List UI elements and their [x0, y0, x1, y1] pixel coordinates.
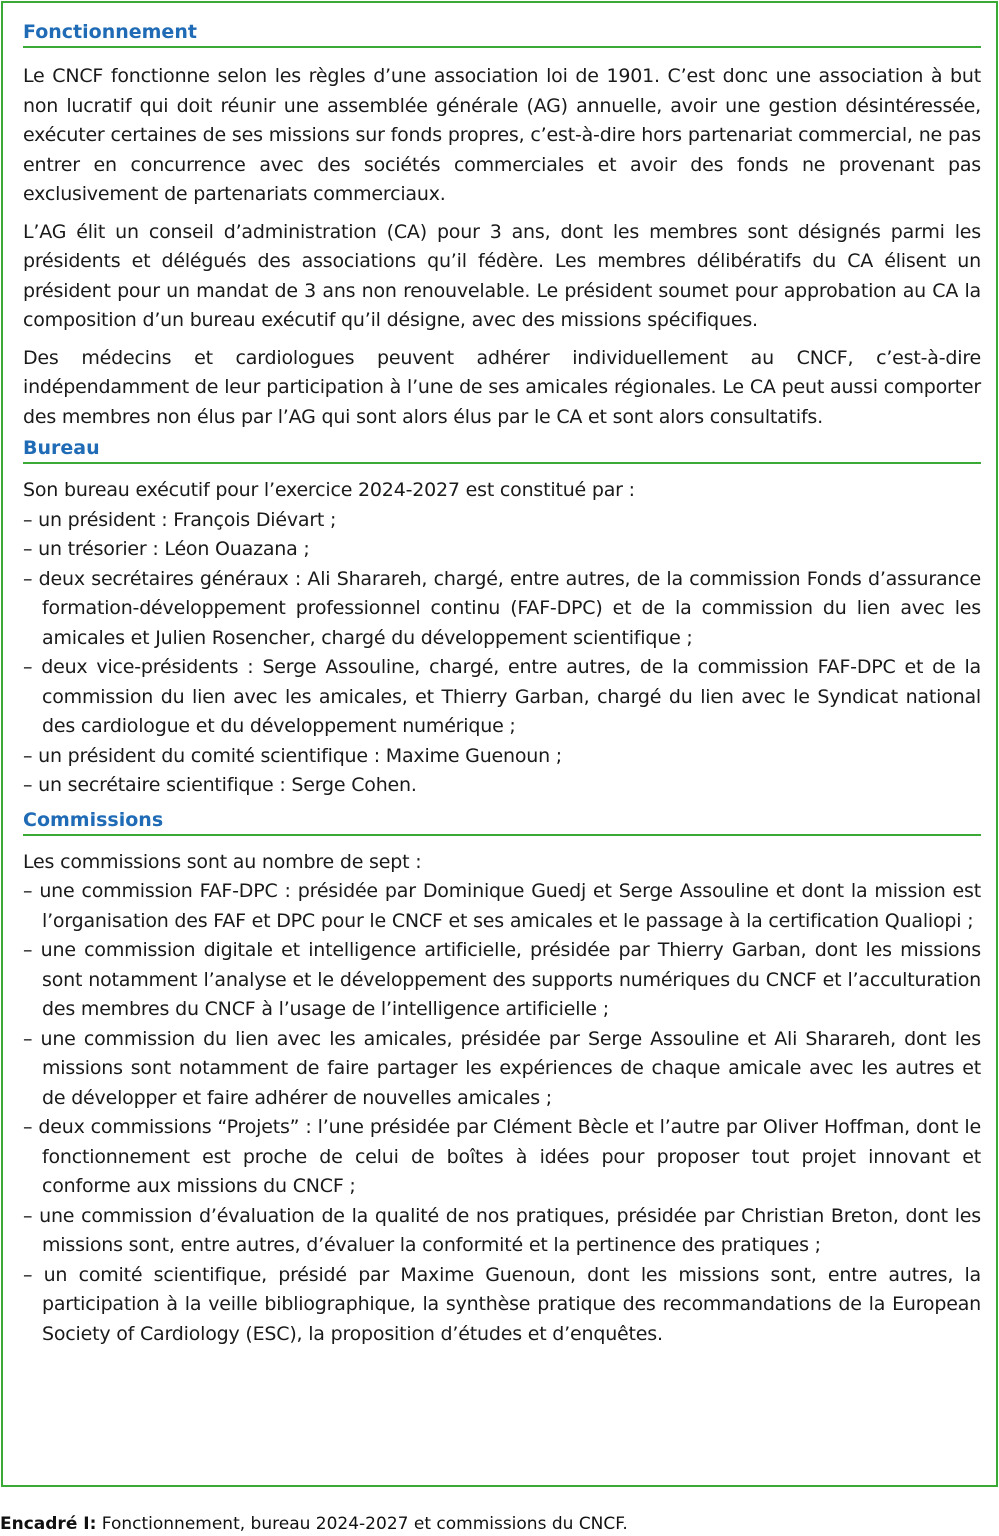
list-item: – une commission d’évaluation de la qualité de nos pratiques, présidée par Christian Breton, dont les missions sont, entre autres, d’évaluer la conformité et la pertinence des pratiques ;	[23, 1202, 981, 1261]
list-item: – deux vice-présidents : Serge Assouline, chargé, entre autres, de la commission FAF-DPC et de la commission du lien avec les amicales, et Thierry Garban, chargé du lien avec le Syndicat national des cardiologue et du développement numérique ;	[23, 653, 981, 742]
fonctionnement-paragraph-1: Le CNCF fonctionne selon les règles d’une association loi de 1901. C’est donc une association à but non lucratif qui doit réunir une assemblée générale (AG) annuelle, avoir une gestion désintéressée, exécuter certaines de ses missions sur fonds propres, c’est-à-dire hors partenariat commercial, ne pas entrer en concurrence avec des sociétés commerciales et avoir des fonds ne provenant pas exclusivement de partenariats commerciaux.	[23, 65, 981, 205]
caption	[0, 1513, 999, 1535]
list-item: – une commission FAF-DPC : présidée par Dominique Guedj et Serge Assouline et dont la mission est l’organisation des FAF et DPC pour le CNCF et ses amicales et le passage à la certification Qualiopi ;	[23, 877, 981, 936]
commissions-list	[23, 877, 981, 1349]
list-item: – deux secrétaires généraux : Ali Sharareh, chargé, entre autres, de la commission Fonds d’assurance formation-développement professionnel continu (FAF-DPC) et de la commission du lien avec les amicales et Julien Rosencher, chargé du développement scientifique ;	[23, 565, 981, 654]
list-item: – un secrétaire scientifique : Serge Cohen.	[23, 771, 981, 801]
bureau-list	[23, 506, 981, 801]
list-item: – deux commissions “Projets” : l’une présidée par Clément Bècle et l’autre par Oliver Hoffman, dont le fonctionnement est proche de celui de boîtes à idées pour proposer tout projet innovant et conforme aux missions du CNCF ;	[23, 1113, 981, 1202]
bureau-intro: Son bureau exécutif pour l’exercice 2024-2027 est constitué par :	[23, 479, 635, 501]
list-item: – une commission du lien avec les amicales, présidée par Serge Assouline et Ali Sharareh, dont les missions sont notamment de faire partager les expériences de chaque amicale avec les autres et de développer et faire adhérer de nouvelles amicales ;	[23, 1025, 981, 1114]
list-item: – un trésorier : Léon Ouazana ;	[23, 535, 981, 565]
commissions-intro: Les commissions sont au nombre de sept :	[23, 850, 422, 873]
list-item: – une commission digitale et intelligence artificielle, présidée par Thierry Garban, dont les missions sont notamment l’analyse et le développement des supports numériques du CNCF et l’acculturation des membres du CNCF à l’usage de l’intelligence artificielle ;	[23, 936, 981, 1025]
caption-label: Encadré I:	[0, 1514, 97, 1534]
encadre-box	[1, 1, 998, 1487]
list-item: – un président : François Diévart ;	[23, 506, 981, 536]
fonctionnement-paragraph-2: L’AG élit un conseil d’administration (CA) pour 3 ans, dont les membres sont désignés parmi les présidents et délégués des associations qu’il fédère. Les membres délibératifs du CA élisent un président pour un mandat de 3 ans non renouvelable. Le président soumet pour approbation au CA la composition d’un bureau exécutif qu’il désigne, avec des missions spécifiques.	[23, 220, 981, 331]
list-item: – un comité scientifique, présidé par Maxime Guenoun, dont les missions sont, entre autres, la participation à la veille bibliographique, la synthèse pratique des recommandations de la European Society of Cardiology (ESC), la proposition d’études et d’enquêtes.	[23, 1261, 981, 1350]
fonctionnement-paragraph-3: Des médecins et cardiologues peuvent adhérer individuellement au CNCF, c’est-à-dire indépendamment de leur participation à l’une de ses amicales régionales. Le CA peut aussi comporter des membres non élus par l’AG qui sont alors élus par le CA et sont alors consultatifs.	[23, 346, 981, 428]
heading-commissions: Commissions	[23, 808, 981, 836]
heading-bureau: Bureau	[23, 436, 981, 464]
caption-text: Fonctionnement, bureau 2024-2027 et commissions du CNCF.	[96, 1514, 628, 1534]
encadre-content	[23, 3, 981, 1349]
list-item: – un président du comité scientifique : Maxime Guenoun ;	[23, 742, 981, 772]
heading-fonctionnement: Fonctionnement	[23, 20, 981, 48]
